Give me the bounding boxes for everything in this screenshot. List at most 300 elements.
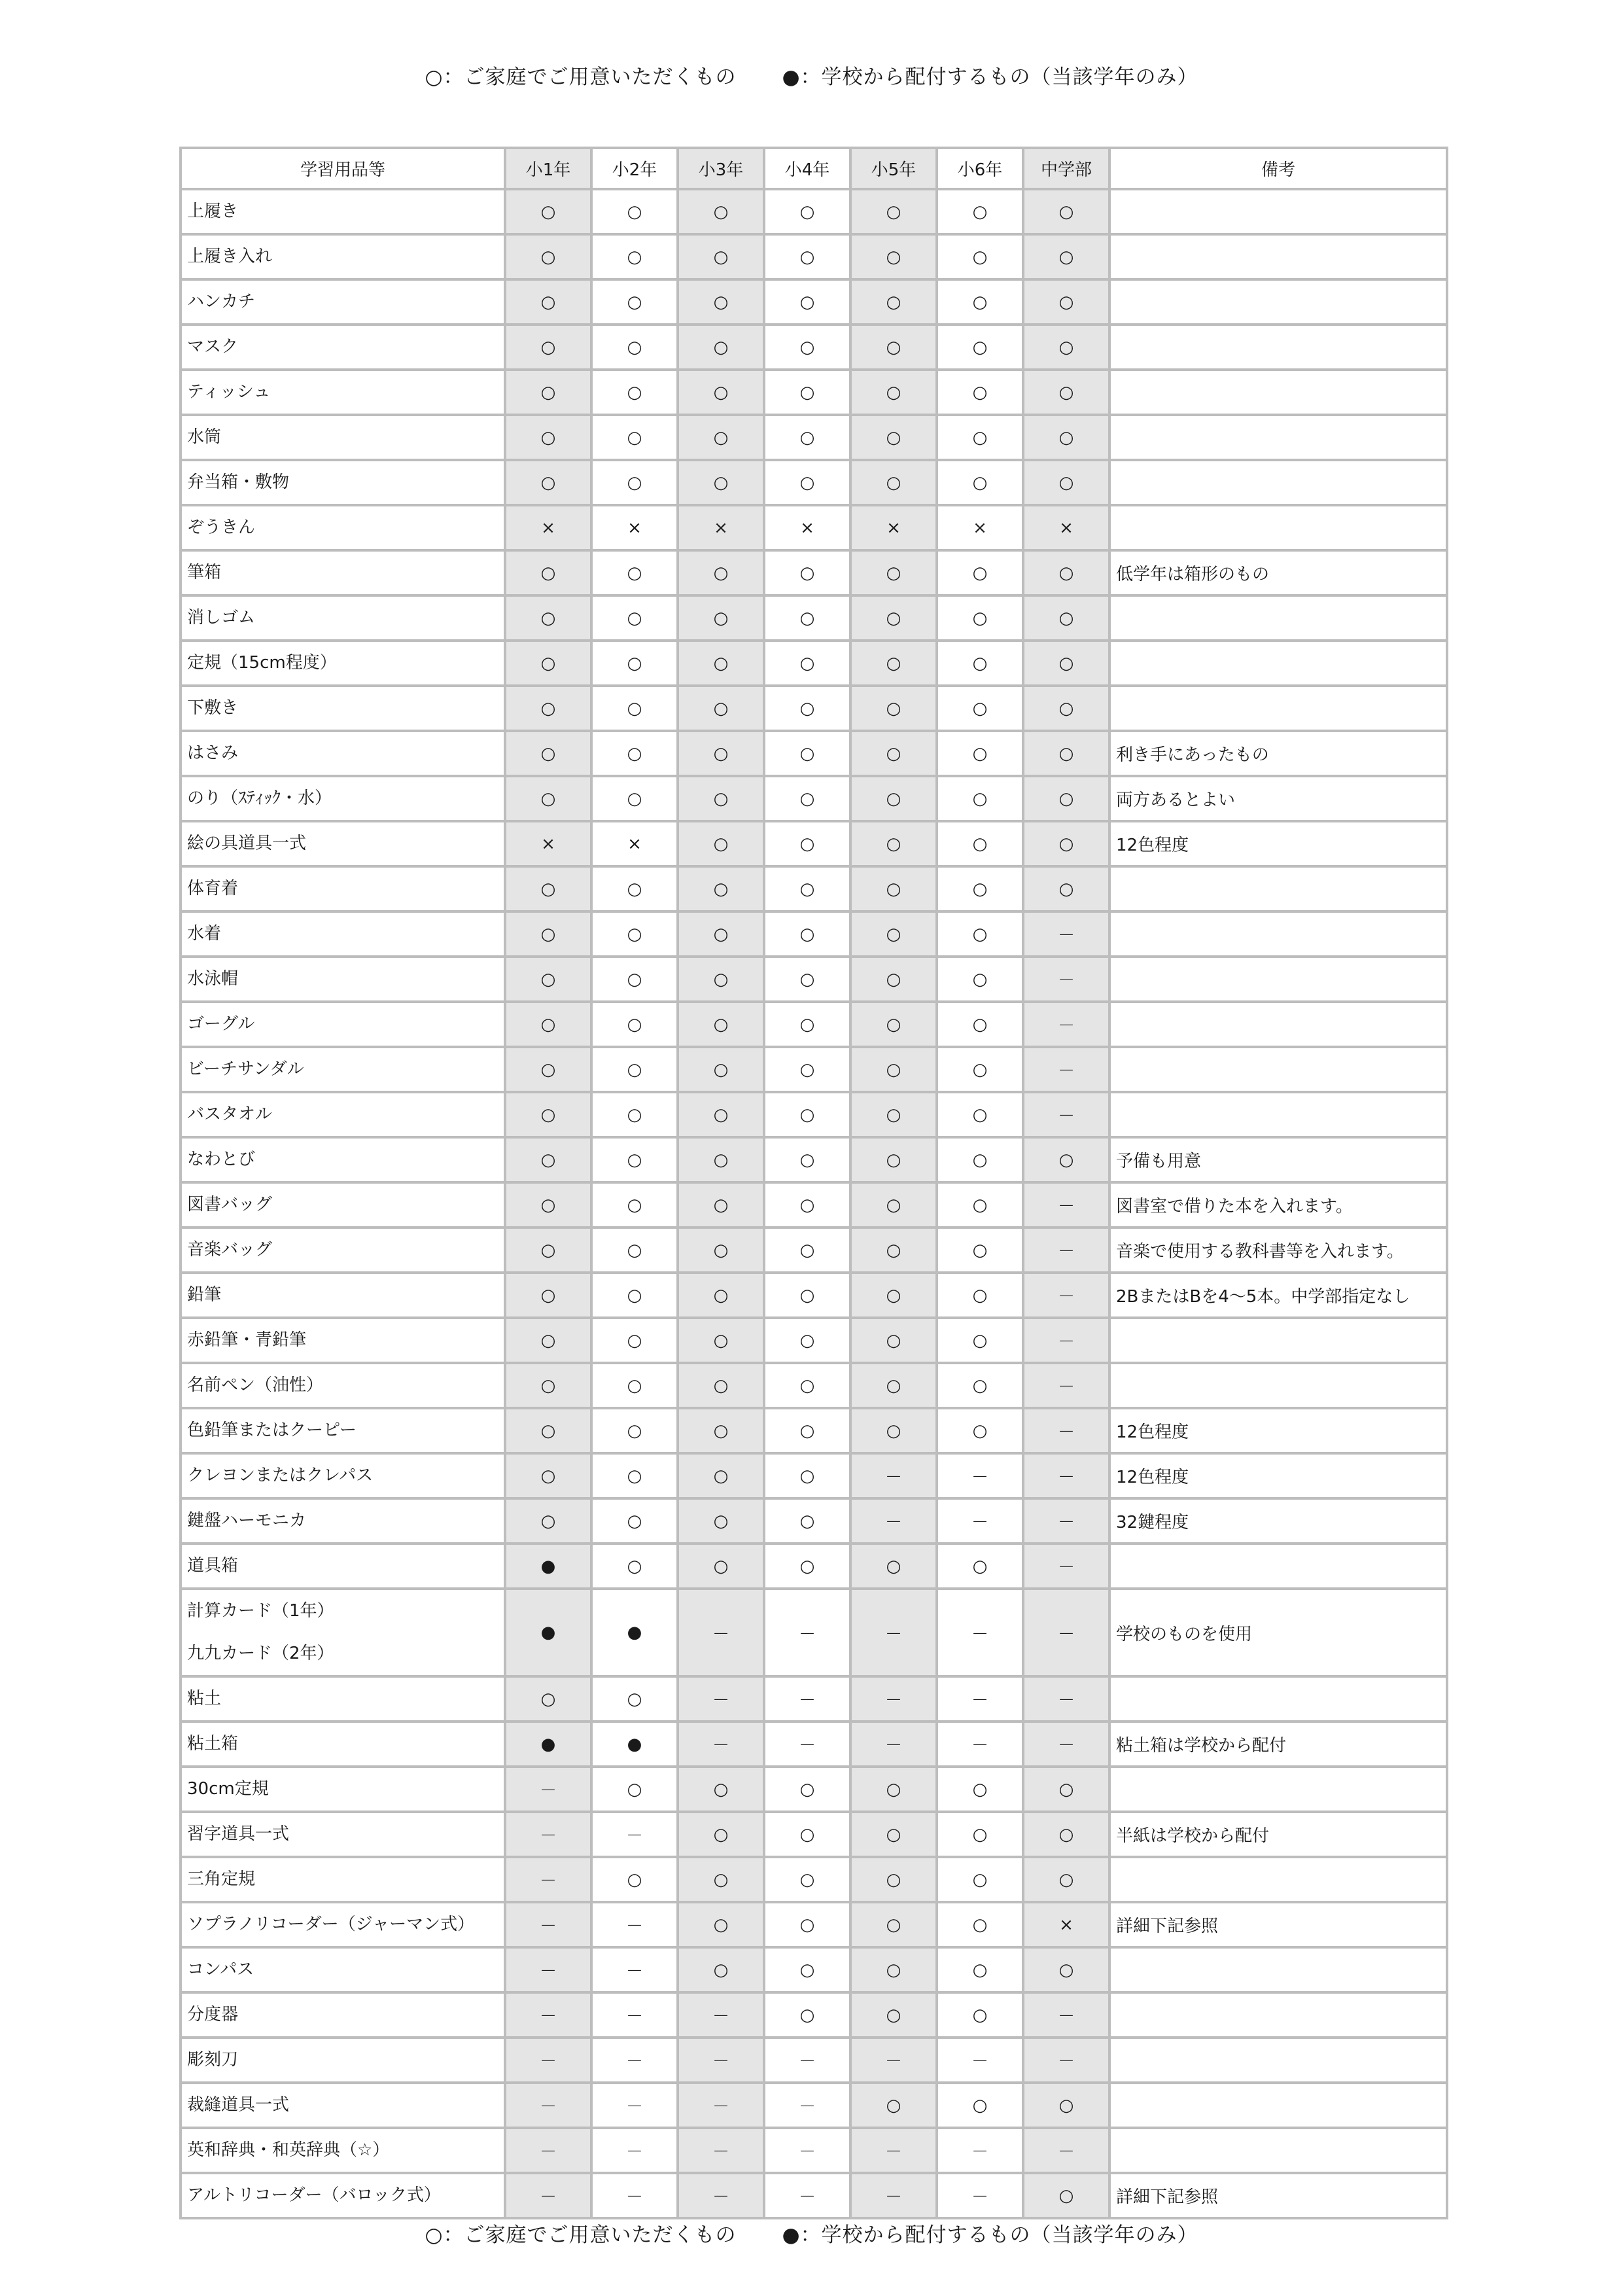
grade-mark: ○ [713, 698, 729, 718]
grade-mark-cell [764, 1992, 850, 2038]
note-cell [1109, 279, 1447, 325]
grade-mark-cell [505, 1408, 591, 1453]
grade-mark-cell [850, 686, 937, 731]
grade-mark: ○ [799, 1330, 815, 1351]
grade-mark: ○ [972, 1195, 988, 1215]
grade-mark: ○ [886, 1869, 901, 1890]
column-header: 学習用品等 [181, 148, 505, 189]
grade-mark: ○ [713, 834, 729, 854]
grade-mark: ○ [799, 834, 815, 854]
grade-mark: ○ [540, 1104, 556, 1125]
grade-mark-cell [937, 866, 1023, 911]
table-row [181, 1182, 1447, 1227]
grade-mark: － [1057, 1422, 1075, 1442]
grade-mark-cell [850, 2128, 937, 2173]
grade-mark-cell [850, 1947, 937, 1992]
grade-mark: ○ [972, 1059, 988, 1080]
grade-mark-cell [505, 1318, 591, 1363]
note-cell: 詳細下記参照 [1109, 2173, 1447, 2218]
grade-mark: － [539, 2187, 557, 2207]
grade-mark-cell [591, 1408, 678, 1453]
table-row [181, 1453, 1447, 1498]
grade-mark: ○ [886, 2005, 901, 2025]
grade-mark-cell [764, 776, 850, 821]
grade-mark: ● [540, 1556, 556, 1576]
grade-mark: － [1057, 1691, 1075, 1710]
grade-mark: ○ [886, 1195, 901, 1215]
grade-mark-cell [591, 415, 678, 460]
note-cell [1109, 957, 1447, 1002]
grade-mark-cell [678, 866, 764, 911]
grade-mark: ○ [627, 427, 642, 448]
grade-mark-cell [678, 911, 764, 957]
grade-mark-cell [937, 1902, 1023, 1947]
grade-mark: ○ [972, 427, 988, 448]
item-name: 習字道具一式 [187, 1824, 290, 1844]
grade-mark-cell [1023, 1589, 1109, 1676]
grade-mark: ○ [886, 698, 901, 718]
item-cell [181, 1453, 505, 1498]
grade-mark-cell [764, 1589, 850, 1676]
grade-mark: ○ [540, 247, 556, 267]
grade-mark: － [971, 2187, 988, 2207]
column-header: 備考 [1109, 148, 1447, 189]
grade-mark-cell [505, 1363, 591, 1408]
item-cell [181, 957, 505, 1002]
grade-mark-cell [937, 731, 1023, 776]
grade-mark: ○ [540, 563, 556, 583]
grade-mark-cell [505, 1676, 591, 1722]
grade-mark-cell [937, 1857, 1023, 1902]
grade-mark: ○ [799, 563, 815, 583]
item-name: 色鉛筆またはクーピー [187, 1421, 357, 1440]
note-cell [1109, 460, 1447, 505]
item-cell [181, 1002, 505, 1047]
grade-mark: ○ [540, 472, 556, 493]
grade-mark-cell [591, 1498, 678, 1544]
grade-mark-cell [850, 1318, 937, 1363]
grade-mark: ○ [1058, 472, 1074, 493]
grade-mark-cell [505, 1047, 591, 1092]
grade-mark: ○ [1058, 1824, 1074, 1845]
item-name: 計算カード（1年） [187, 1601, 334, 1621]
grade-mark: ○ [627, 1511, 642, 1531]
table-row [181, 1363, 1447, 1408]
grade-mark-cell [764, 686, 850, 731]
item-cell [181, 2083, 505, 2128]
grade-mark: － [798, 2187, 816, 2207]
grade-mark: － [539, 1916, 557, 1936]
grade-mark-cell [850, 370, 937, 415]
grade-mark: ○ [886, 1421, 901, 1441]
grade-mark: ○ [1058, 1960, 1074, 1980]
grade-mark: ○ [1058, 879, 1074, 899]
grade-mark-cell [764, 1318, 850, 1363]
grade-mark: － [1057, 1558, 1075, 1578]
grade-mark-cell [505, 1092, 591, 1137]
grade-mark: ○ [972, 1014, 988, 1034]
grade-mark: ○ [972, 1240, 988, 1260]
grade-mark-cell [1023, 1182, 1109, 1227]
item-cell [181, 234, 505, 279]
grade-mark-cell [850, 1857, 937, 1902]
table-row [181, 2038, 1447, 2083]
grade-mark: ○ [713, 788, 729, 809]
grade-mark-cell [764, 2083, 850, 2128]
grade-mark-cell [850, 866, 937, 911]
grade-mark-cell [591, 2173, 678, 2218]
grade-mark-cell [850, 641, 937, 686]
grade-mark: － [798, 2052, 816, 2072]
item-cell [181, 505, 505, 550]
note-cell: 予備も用意 [1109, 1137, 1447, 1182]
grade-mark: ○ [972, 1556, 988, 1576]
grade-mark-cell [591, 686, 678, 731]
grade-mark-cell [850, 1812, 937, 1857]
grade-mark: － [884, 2142, 902, 2162]
item-name: 上履き入れ [187, 247, 273, 266]
table-row [181, 1408, 1447, 1453]
grade-mark: ○ [799, 1014, 815, 1034]
grade-mark: ○ [1058, 1150, 1074, 1170]
grade-mark-cell [678, 1498, 764, 1544]
grade-mark-cell [764, 1092, 850, 1137]
grade-mark: ○ [886, 1150, 901, 1170]
item-name: 鉛筆 [187, 1285, 222, 1305]
grade-mark: ○ [799, 1375, 815, 1396]
grade-mark: ○ [799, 653, 815, 673]
grade-mark-cell [937, 1992, 1023, 2038]
table-row [181, 1722, 1447, 1767]
grade-mark: × [800, 518, 814, 538]
grade-mark-cell [591, 2128, 678, 2173]
grade-mark: － [712, 2007, 729, 2026]
grade-mark: ○ [1058, 698, 1074, 718]
grade-mark: ○ [1058, 834, 1074, 854]
grade-mark-cell [678, 325, 764, 370]
grade-mark: ○ [713, 969, 729, 989]
column-header: 小4年 [764, 148, 850, 189]
grade-mark-cell [850, 2173, 937, 2218]
grade-mark: ○ [627, 382, 642, 402]
note-cell [1109, 1318, 1447, 1363]
item-cell [181, 1182, 505, 1227]
grade-mark-cell [678, 460, 764, 505]
item-name: コンパス [187, 1960, 254, 1979]
grade-mark-cell [937, 2038, 1023, 2083]
grade-mark-cell [764, 1137, 850, 1182]
note-cell: 半紙は学校から配付 [1109, 1812, 1447, 1857]
grade-mark-cell [937, 2128, 1023, 2173]
grade-mark-cell [764, 1812, 850, 1857]
grade-mark: ○ [972, 2005, 988, 2025]
item-cell [181, 1047, 505, 1092]
item-cell [181, 1544, 505, 1589]
grade-mark: ○ [627, 472, 642, 493]
grade-mark-cell [764, 1363, 850, 1408]
grade-mark-cell [505, 731, 591, 776]
grade-mark: ○ [627, 1375, 642, 1396]
grade-mark: × [627, 518, 642, 538]
grade-mark-cell [764, 370, 850, 415]
grade-mark: ○ [627, 1014, 642, 1034]
item-cell [181, 1092, 505, 1137]
table-row [181, 1544, 1447, 1589]
note-cell [1109, 234, 1447, 279]
grade-mark-cell [591, 1857, 678, 1902]
grade-mark-cell [764, 234, 850, 279]
grade-mark-cell [764, 731, 850, 776]
table-row [181, 1857, 1447, 1902]
grade-mark: － [625, 2187, 643, 2207]
note-cell [1109, 1992, 1447, 2038]
grade-mark-cell [937, 234, 1023, 279]
grade-mark-cell [937, 1002, 1023, 1047]
grade-mark-cell [591, 776, 678, 821]
grade-mark: ○ [886, 1285, 901, 1305]
grade-mark: ○ [713, 1960, 729, 1980]
table-row [181, 1273, 1447, 1318]
grade-mark-cell [678, 595, 764, 641]
grade-mark: － [539, 1962, 557, 1981]
grade-mark-cell [505, 1498, 591, 1544]
grade-mark-cell [850, 505, 937, 550]
grade-mark-cell [505, 1273, 591, 1318]
grade-mark: ○ [886, 1915, 901, 1935]
table-row [181, 1992, 1447, 2038]
grade-mark: ○ [713, 1824, 729, 1845]
grade-mark-cell [764, 2173, 850, 2218]
grade-mark-cell [850, 957, 937, 1002]
grade-mark-cell [937, 415, 1023, 460]
grade-mark: ○ [713, 202, 729, 222]
grade-mark: ○ [972, 879, 988, 899]
grade-mark: ○ [799, 382, 815, 402]
grade-mark-cell [1023, 1318, 1109, 1363]
grade-mark-cell [1023, 1544, 1109, 1589]
grade-mark: ○ [972, 924, 988, 944]
grade-mark-cell [505, 2128, 591, 2173]
grade-mark: ○ [540, 1511, 556, 1531]
grade-mark: ○ [540, 653, 556, 673]
grade-mark-cell [1023, 1947, 1109, 1992]
grade-mark: ○ [713, 1014, 729, 1034]
grade-mark: ○ [972, 292, 988, 312]
grade-mark-cell [505, 415, 591, 460]
grade-mark: ○ [799, 1421, 815, 1441]
grade-mark-cell [850, 731, 937, 776]
column-header: 小5年 [850, 148, 937, 189]
grade-mark-cell [764, 1498, 850, 1544]
grade-mark-cell [1023, 1453, 1109, 1498]
grade-mark: ○ [540, 1059, 556, 1080]
item-cell [181, 1137, 505, 1182]
grade-mark: ○ [1058, 247, 1074, 267]
item-name: のり（ｽﾃｨｯｸ・水） [187, 788, 332, 808]
grade-mark: ○ [799, 1059, 815, 1080]
grade-mark-cell [591, 505, 678, 550]
grade-mark-cell [850, 2083, 937, 2128]
item-cell [181, 1947, 505, 1992]
grade-mark: ○ [799, 247, 815, 267]
grade-mark-cell [764, 1676, 850, 1722]
grade-mark: － [971, 1691, 988, 1710]
grade-mark-cell [937, 1092, 1023, 1137]
table-row [181, 911, 1447, 957]
item-cell [181, 1318, 505, 1363]
grade-mark: ○ [713, 1466, 729, 1486]
grade-mark-cell [505, 1812, 591, 1857]
column-header: 小6年 [937, 148, 1023, 189]
grade-mark-cell [1023, 1092, 1109, 1137]
item-name: 図書バッグ [187, 1195, 273, 1214]
grade-mark: ○ [799, 1466, 815, 1486]
grade-mark-cell [850, 415, 937, 460]
grade-mark: ○ [540, 427, 556, 448]
grade-mark: － [798, 2142, 816, 2162]
table-row [181, 460, 1447, 505]
grade-mark: － [539, 2052, 557, 2072]
grade-mark-cell [937, 1498, 1023, 1544]
grade-mark-cell [937, 1047, 1023, 1092]
item-cell [181, 1722, 505, 1767]
grade-mark-cell [678, 1002, 764, 1047]
item-name: はさみ [187, 743, 239, 763]
column-header: 小2年 [591, 148, 678, 189]
grade-mark-cell [764, 2128, 850, 2173]
grade-mark: ○ [627, 1330, 642, 1351]
grade-mark: － [625, 2097, 643, 2117]
grade-mark: － [1057, 1468, 1075, 1487]
grade-mark-cell [1023, 1498, 1109, 1544]
grade-mark-cell [937, 325, 1023, 370]
grade-mark-cell [505, 1589, 591, 1676]
column-header: 中学部 [1023, 148, 1109, 189]
grade-mark-cell [1023, 460, 1109, 505]
grade-mark-cell [937, 1589, 1023, 1676]
grade-mark: ○ [627, 1150, 642, 1170]
grade-mark: ○ [627, 1240, 642, 1260]
grade-mark: ○ [627, 202, 642, 222]
grade-mark: ○ [799, 1285, 815, 1305]
grade-mark: ○ [972, 1960, 988, 1980]
table-row [181, 1947, 1447, 1992]
grade-mark: ○ [540, 382, 556, 402]
item-name: 水筒 [187, 427, 222, 447]
grade-mark-cell [1023, 325, 1109, 370]
grade-mark: － [884, 1468, 902, 1487]
grade-mark: － [1057, 1736, 1075, 1756]
grade-mark-cell [850, 1182, 937, 1227]
grade-mark-cell [937, 1544, 1023, 1589]
table-row [181, 957, 1447, 1002]
table-row [181, 821, 1447, 866]
grade-mark-cell [1023, 1227, 1109, 1273]
grade-mark: ○ [799, 879, 815, 899]
grade-mark: ○ [972, 1104, 988, 1125]
grade-mark-cell [591, 1363, 678, 1408]
grade-mark-cell [764, 821, 850, 866]
grade-mark: ○ [886, 1824, 901, 1845]
grade-mark: ○ [799, 1511, 815, 1531]
grade-mark: ○ [1058, 1869, 1074, 1890]
grade-mark-cell [591, 279, 678, 325]
grade-mark: ○ [1058, 743, 1074, 764]
grade-mark: － [971, 2052, 988, 2072]
grade-mark: ○ [540, 1150, 556, 1170]
grade-mark: ○ [972, 1150, 988, 1170]
grade-mark-cell [850, 234, 937, 279]
table-row [181, 641, 1447, 686]
grade-mark-cell [678, 776, 764, 821]
grade-mark-cell [591, 866, 678, 911]
note-cell [1109, 911, 1447, 957]
grade-mark-cell [1023, 550, 1109, 595]
table-row [181, 189, 1447, 234]
item-name: 彫刻刀 [187, 2050, 239, 2070]
grade-mark: ○ [713, 879, 729, 899]
grade-mark: ○ [886, 563, 901, 583]
grade-mark: － [798, 1736, 816, 1756]
grade-mark: － [625, 1826, 643, 1846]
table-row [181, 1047, 1447, 1092]
note-cell [1109, 1002, 1447, 1047]
grade-mark-cell [591, 370, 678, 415]
grade-mark-cell [505, 1947, 591, 1992]
grade-mark-cell [678, 415, 764, 460]
table-row [181, 866, 1447, 911]
grade-mark-cell [937, 686, 1023, 731]
grade-mark-cell [591, 731, 678, 776]
grade-mark: ○ [799, 472, 815, 493]
grade-mark-cell [937, 1767, 1023, 1812]
grade-mark: ○ [972, 1915, 988, 1935]
grade-mark-cell [937, 957, 1023, 1002]
grade-mark-cell [678, 1767, 764, 1812]
table-row [181, 2128, 1447, 2173]
grade-mark: ○ [799, 1869, 815, 1890]
grade-mark: ○ [627, 292, 642, 312]
grade-mark: ○ [972, 382, 988, 402]
grade-mark-cell [678, 1318, 764, 1363]
grade-mark: ○ [627, 1104, 642, 1125]
grade-mark-cell [505, 1544, 591, 1589]
grade-mark-cell [1023, 1992, 1109, 2038]
grade-mark: ○ [713, 1285, 729, 1305]
grade-mark: ● [627, 1734, 642, 1754]
note-cell [1109, 2083, 1447, 2128]
grade-mark-cell [1023, 505, 1109, 550]
grade-mark-cell [1023, 1676, 1109, 1722]
grade-mark-cell [850, 279, 937, 325]
note-cell [1109, 505, 1447, 550]
grade-mark-cell [591, 1137, 678, 1182]
grade-mark-cell [505, 234, 591, 279]
grade-mark-cell [850, 1453, 937, 1498]
grade-mark: ○ [713, 743, 729, 764]
grade-mark: ○ [972, 834, 988, 854]
legend-home: ○：ご家庭でご用意いただくもの [425, 65, 737, 89]
grade-mark-cell [1023, 866, 1109, 911]
grade-mark: ○ [540, 1195, 556, 1215]
grade-mark: × [714, 518, 728, 538]
table-row [181, 731, 1447, 776]
grade-mark-cell [937, 505, 1023, 550]
grade-mark: － [1057, 2142, 1075, 2162]
grade-mark-cell [937, 279, 1023, 325]
grade-mark-cell [505, 505, 591, 550]
item-cell [181, 2173, 505, 2218]
